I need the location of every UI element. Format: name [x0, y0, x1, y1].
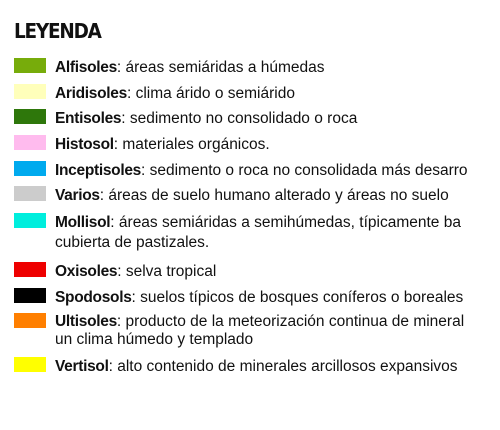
soil-name: Inceptisoles — [55, 162, 141, 179]
soil-description-continued: cubierta de pastizales. — [55, 234, 210, 251]
color-swatch-varios — [14, 186, 46, 201]
soil-description: : áreas de suelo humano alterado y áreas no suelo — [99, 187, 449, 204]
soil-description: : selva tropical — [117, 263, 217, 280]
legend-entry-text — [55, 58, 500, 78]
legend-entry-text — [55, 313, 500, 349]
soil-description: : áreas semiáridas a semihúmedas, típicamente ba — [110, 214, 461, 231]
soil-name: Varios — [55, 187, 100, 204]
color-swatch-inceptisoles — [14, 161, 46, 176]
soil-name: Spodosols — [55, 289, 132, 306]
legend-entry-text — [55, 161, 500, 181]
soil-name: Entisoles — [55, 110, 122, 127]
soil-description: : sedimento o roca no consolidada más desarro — [141, 162, 468, 179]
color-swatch-aridisoles — [14, 84, 46, 99]
soil-name: Alfisoles — [55, 59, 117, 76]
soil-description: : áreas semiáridas a húmedas — [116, 59, 325, 76]
soil-name: Histosol — [55, 136, 114, 153]
legend-entry-text — [55, 213, 500, 253]
soil-description: : suelos típicos de bosques coníferos o boreales — [131, 289, 464, 306]
soil-description: : materiales orgánicos. — [113, 136, 270, 153]
soil-name: Mollisol — [55, 214, 111, 231]
color-swatch-ultisoles — [14, 313, 46, 328]
soil-description: : sedimento no consolidado o roca — [121, 110, 358, 127]
color-swatch-histosol — [14, 135, 46, 150]
color-swatch-entisoles — [14, 109, 46, 124]
soil-description: : alto contenido de minerales arcillosos expansivos — [108, 358, 458, 375]
legend-entry-text — [55, 186, 500, 206]
soil-description-continued: un clima húmedo y templado — [55, 331, 254, 348]
soil-name: Oxisoles — [55, 263, 118, 280]
soil-description: : clima árido o semiárido — [126, 85, 295, 102]
legend-entry-text — [55, 262, 500, 282]
color-swatch-spodosols — [14, 288, 46, 303]
soil-description: : producto de la meteorización continua de mineral — [116, 313, 465, 330]
legend-entry-text — [55, 84, 500, 104]
soil-name: Vertisol — [55, 358, 109, 375]
soil-name: Ultisoles — [55, 313, 117, 330]
legend-entry-text — [55, 135, 500, 155]
legend-entry-text — [55, 288, 500, 308]
legend-entry-text — [55, 357, 500, 377]
color-swatch-mollisol — [14, 213, 46, 228]
color-swatch-oxisoles — [14, 262, 46, 277]
legend-title: LEYENDA — [14, 19, 101, 43]
soil-name: Aridisoles — [55, 85, 127, 102]
color-swatch-vertisol — [14, 357, 46, 372]
color-swatch-alfisoles — [14, 58, 46, 73]
legend-entry-text — [55, 109, 500, 129]
